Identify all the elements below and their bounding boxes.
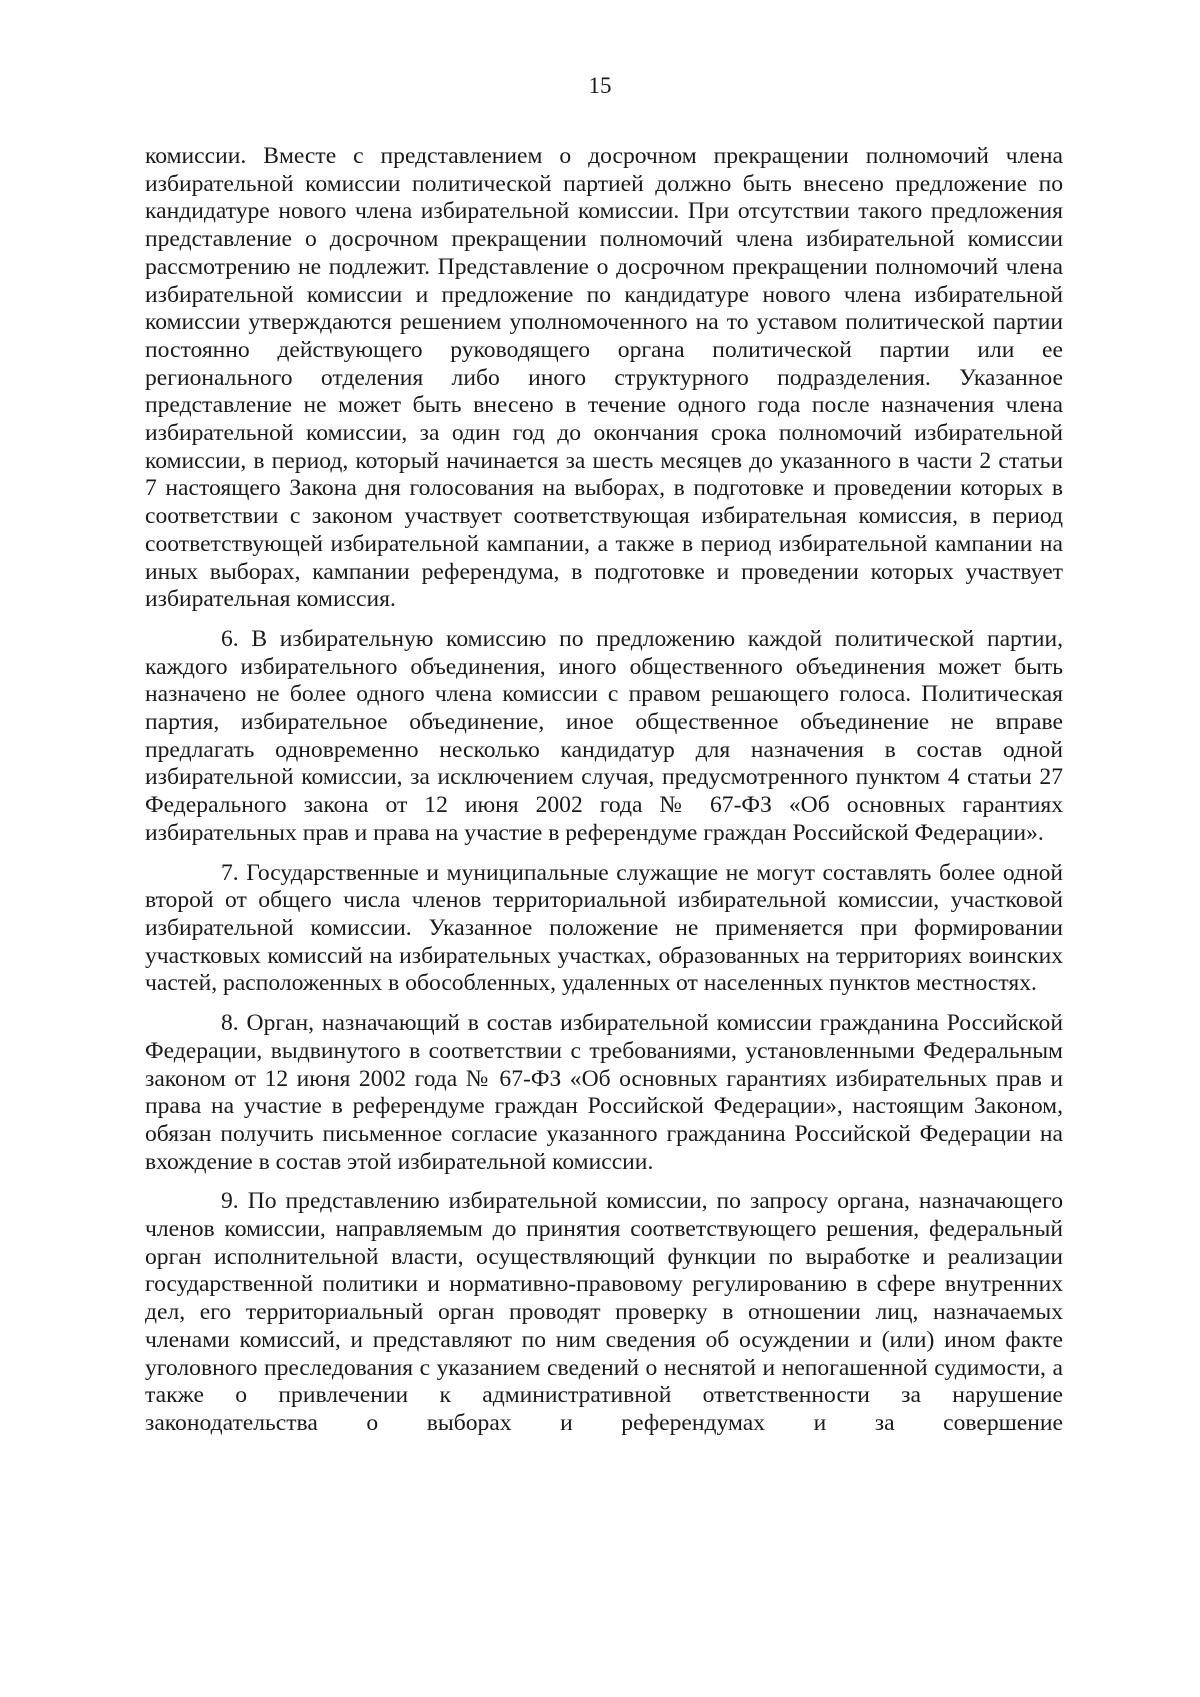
document-body (145, 143, 1063, 1450)
paragraph-6: 6. В избирательную комиссию по предложению каждой политической партии, каждого избирательного объединения, иного общественного объединения может быть назначено не более одного члена комиссии с правом решающего голоса. Политическая партия, избирательное объединение, иное общественное объединение не вправе предлагать одновременно несколько кандидатур для назначения в состав одной избирательной комиссии, за исключением случая, предусмотренного пунктом 4 статьи 27 Федерального закона от 12 июня 2002 года № 67-ФЗ «Об основных гарантиях избирательных прав и права на участие в референдуме граждан Российской Федерации». (145, 625, 1063, 846)
paragraph-continuation: комиссии. Вместе с представлением о досрочном прекращении полномочий члена избирательной комиссии политической партией должно быть внесено предложение по кандидатуре нового члена избирательной комиссии. При отсутствии такого предложения представление о досрочном прекращении полномочий члена избирательной комиссии рассмотрению не подлежит. Представление о досрочном прекращении полномочий члена избирательной комиссии и предложение по кандидатуре нового члена избирательной комиссии утверждаются решением уполномоченного на то уставом политической партии постоянно действующего руководящего органа политической партии или ее регионального отделения либо иного структурного подразделения. Указанное представление не может быть внесено в течение одного года после назначения члена избирательной комиссии, за один год до окончания срока полномочий избирательной комиссии, в период, который начинается за шесть месяцев до указанного в части 2 статьи 7 настоящего Закона дня голосования на выборах, в подготовке и проведении которых в соответствии с законом участвует соответствующая избирательная комиссия, в период соответствующей избирательной кампании, а также в период избирательной кампании на иных выборах, кампании референдума, в подготовке и проведении которых участвует избирательная комиссия. (145, 143, 1063, 613)
paragraph-9: 9. По представлению избирательной комиссии, по запросу органа, назначающего членов комиссии, направляемым до принятия соответствующего решения, федеральный орган исполнительной власти, осуществляющий функции по выработке и реализации государственной политики и нормативно-правовому регулированию в сфере внутренних дел, его территориальный орган проводят проверку в отношении лиц, назначаемых членами комиссий, и представляют по ним сведения об осуждении и (или) ином факте уголовного преследования с указанием сведений о неснятой и непогашенной судимости, а также о привлечении к административной ответственности за нарушение законодательства о выборах и референдумах и за совершение (145, 1188, 1063, 1436)
paragraph-7: 7. Государственные и муниципальные служащие не могут составлять более одной второй от общего числа членов территориальной избирательной комиссии, участковой избирательной комиссии. Указанное положение не применяется при формировании участковых комиссий на избирательных участках, образованных на территориях воинских частей, расположенных в обособленных, удаленных от населенных пунктов местностях. (145, 859, 1063, 997)
paragraph-8: 8. Орган, назначающий в состав избирательной комиссии гражданина Российской Федерации, выдвинутого в соответствии с требованиями, установленными Федеральным законом от 12 июня 2002 года № 67-ФЗ «Об основных гарантиях избирательных прав и права на участие в референдуме граждан Российской Федерации», настоящим Законом, обязан получить письменное согласие указанного гражданина Российской Федерации на вхождение в состав этой избирательной комиссии. (145, 1010, 1063, 1175)
page-number: 15 (588, 73, 612, 98)
